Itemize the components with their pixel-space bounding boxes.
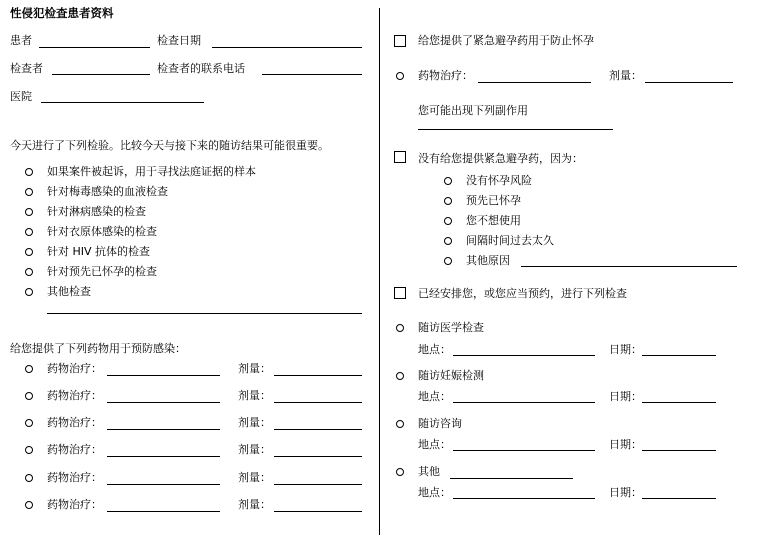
med-radio-2[interactable] xyxy=(25,392,33,400)
meds-intro: 给您提供了下列药物用于预防感染： xyxy=(10,342,186,355)
ec-dose-label: 剂量： xyxy=(609,69,642,82)
test-label-7: 其他检查 xyxy=(47,285,91,298)
dose-label-5: 剂量： xyxy=(238,471,271,484)
hospital-field[interactable] xyxy=(41,102,204,103)
med-label-6: 药物治疗： xyxy=(47,498,102,511)
other-followup-field[interactable] xyxy=(450,478,573,479)
location-label-2: 地点： xyxy=(418,390,451,403)
date-field-3[interactable] xyxy=(642,450,716,451)
test-label-3: 针对淋病感染的检查 xyxy=(47,205,146,218)
followup-label-2: 随访妊娠检测 xyxy=(418,369,484,382)
dose-label-3: 剂量： xyxy=(238,416,271,429)
patient-label: 患者 xyxy=(10,34,32,47)
med-field-5[interactable] xyxy=(107,484,220,485)
other-test-field[interactable] xyxy=(47,313,362,314)
followup-intro: 已经安排您，或您应当预约，进行下列检查 xyxy=(418,287,627,300)
exam-date-field[interactable] xyxy=(212,47,362,48)
dose-label-4: 剂量： xyxy=(238,443,271,456)
date-field-4[interactable] xyxy=(642,498,716,499)
patient-field[interactable] xyxy=(39,47,150,48)
test-label-4: 针对衣原体感染的检查 xyxy=(47,225,157,238)
ec-med-field[interactable] xyxy=(478,82,591,83)
test-label-6: 针对预先已怀孕的检查 xyxy=(47,265,157,278)
ec-not-given-label: 没有给您提供紧急避孕药，因为： xyxy=(418,152,583,165)
followup-radio-4[interactable] xyxy=(396,468,404,476)
ec-given-label: 给您提供了紧急避孕药用于防止怀孕 xyxy=(418,34,594,47)
dose-field-3[interactable] xyxy=(274,429,362,430)
test-label-2: 针对梅毒感染的血液检查 xyxy=(47,185,168,198)
dose-label-6: 剂量： xyxy=(238,498,271,511)
med-label-4: 药物治疗： xyxy=(47,443,102,456)
date-field-2[interactable] xyxy=(642,402,716,403)
examiner-label: 检查者 xyxy=(10,62,43,75)
ec-given-checkbox[interactable] xyxy=(394,35,406,47)
date-label-2: 日期： xyxy=(609,390,642,403)
med-field-2[interactable] xyxy=(107,402,220,403)
location-label-3: 地点： xyxy=(418,438,451,451)
med-radio-5[interactable] xyxy=(25,474,33,482)
test-radio-5[interactable] xyxy=(25,248,33,256)
side-effects-label: 您可能出现下列副作用 xyxy=(418,104,528,117)
ec-not-given-checkbox[interactable] xyxy=(394,151,406,163)
dose-field-1[interactable] xyxy=(274,375,362,376)
reason-label-3: 您不想使用 xyxy=(466,214,521,227)
followup-checkbox[interactable] xyxy=(394,287,406,299)
dose-field-2[interactable] xyxy=(274,402,362,403)
ec-dose-field[interactable] xyxy=(645,82,733,83)
med-radio-1[interactable] xyxy=(25,365,33,373)
followup-radio-1[interactable] xyxy=(396,324,404,332)
tests-intro: 今天进行了下列检验。比较今天与接下来的随访结果可能很重要。 xyxy=(10,139,329,152)
reason-label-4: 间隔时间过去太久 xyxy=(466,234,554,247)
test-label-5: 针对 HIV 抗体的检查 xyxy=(47,245,151,258)
test-radio-2[interactable] xyxy=(25,188,33,196)
ec-med-label: 药物治疗： xyxy=(418,69,473,82)
location-label-4: 地点： xyxy=(418,486,451,499)
med-label-2: 药物治疗： xyxy=(47,389,102,402)
reason-radio-5[interactable] xyxy=(444,257,452,265)
med-field-4[interactable] xyxy=(107,456,220,457)
followup-label-4: 其他 xyxy=(418,465,440,478)
page-title: 性侵犯检查患者资料 xyxy=(10,6,114,20)
reason-label-5: 其他原因 xyxy=(466,254,510,267)
test-radio-6[interactable] xyxy=(25,268,33,276)
location-field-2[interactable] xyxy=(453,402,595,403)
med-radio-3[interactable] xyxy=(25,419,33,427)
hospital-label: 医院 xyxy=(10,90,32,103)
location-label-1: 地点： xyxy=(418,343,451,356)
location-field-3[interactable] xyxy=(453,450,595,451)
dose-field-5[interactable] xyxy=(274,484,362,485)
med-field-6[interactable] xyxy=(107,511,220,512)
dose-label-2: 剂量： xyxy=(238,389,271,402)
reason-radio-4[interactable] xyxy=(444,237,452,245)
date-field-1[interactable] xyxy=(642,355,716,356)
med-label-1: 药物治疗： xyxy=(47,362,102,375)
reason-radio-1[interactable] xyxy=(444,177,452,185)
examiner-phone-field[interactable] xyxy=(262,74,362,75)
followup-radio-2[interactable] xyxy=(396,372,404,380)
test-label-1: 如果案件被起诉，用于寻找法庭证据的样本 xyxy=(47,165,256,178)
date-label-1: 日期： xyxy=(609,343,642,356)
examiner-phone-label: 检查者的联系电话 xyxy=(157,62,245,75)
test-radio-3[interactable] xyxy=(25,208,33,216)
followup-radio-3[interactable] xyxy=(396,420,404,428)
test-radio-4[interactable] xyxy=(25,228,33,236)
med-field-3[interactable] xyxy=(107,429,220,430)
location-field-1[interactable] xyxy=(453,355,595,356)
examiner-field[interactable] xyxy=(52,74,150,75)
date-label-4: 日期： xyxy=(609,486,642,499)
dose-label-1: 剂量： xyxy=(238,362,271,375)
location-field-4[interactable] xyxy=(453,498,595,499)
dose-field-4[interactable] xyxy=(274,456,362,457)
med-radio-6[interactable] xyxy=(25,501,33,509)
test-radio-1[interactable] xyxy=(25,168,33,176)
med-field-1[interactable] xyxy=(107,375,220,376)
med-label-5: 药物治疗： xyxy=(47,471,102,484)
med-label-3: 药物治疗： xyxy=(47,416,102,429)
other-reason-field[interactable] xyxy=(521,266,737,267)
test-radio-7[interactable] xyxy=(25,288,33,296)
column-divider xyxy=(379,8,380,535)
reason-label-1: 没有怀孕风险 xyxy=(466,174,532,187)
date-label-3: 日期： xyxy=(609,438,642,451)
reason-radio-3[interactable] xyxy=(444,217,452,225)
side-effects-field[interactable] xyxy=(418,129,613,130)
dose-field-6[interactable] xyxy=(274,511,362,512)
followup-label-1: 随访医学检查 xyxy=(418,321,484,334)
reason-radio-2[interactable] xyxy=(444,197,452,205)
ec-med-radio[interactable] xyxy=(396,72,404,80)
exam-date-label: 检查日期 xyxy=(157,34,201,47)
followup-label-3: 随访咨询 xyxy=(418,417,462,430)
reason-label-2: 预先已怀孕 xyxy=(466,194,521,207)
med-radio-4[interactable] xyxy=(25,446,33,454)
